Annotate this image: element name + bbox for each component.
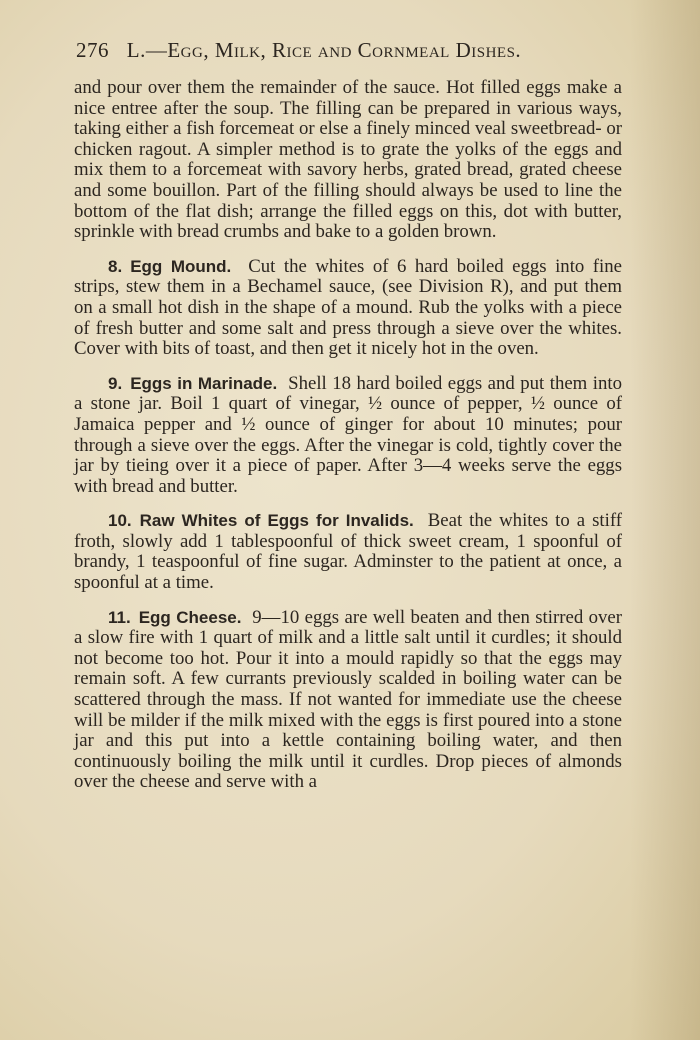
paragraph-continuation [74, 78, 622, 243]
running-title: L.—Egg, Milk, Rice and Cornmeal Dishes. [126, 38, 522, 62]
recipe-title: Egg Cheese. [138, 607, 242, 627]
recipe-text: Beat the whites to a stiff froth, slowly add 1 tablespoonful of thick sweet cream, 1 spoonful of brandy, 1 teaspoonful of fine sugar. Adminster to the patient at once, a spoonful at a time. [74, 510, 622, 594]
recipe-number: 9. [108, 373, 123, 393]
recipe-text: Shell 18 hard boiled eggs and put them into a stone jar. Boil 1 quart of vinegar, ½ ounce of pepper, ½ ounce of Jamaica pepper and ½ ounce of ginger for about 10 minutes; pour through a sieve over the eggs. After the vinegar is cold, tightly cover the jar by tieing over it a piece of paper. After 3—4 weeks serve the eggs with bread and butter. [74, 372, 622, 497]
recipe-number: 8. [108, 256, 123, 276]
running-header [76, 38, 616, 68]
recipe-entry-10 [74, 511, 622, 593]
page-edge-shadow [630, 0, 700, 1040]
recipe-title: Eggs in Marinade. [130, 373, 278, 393]
recipe-entry-11 [74, 608, 622, 793]
recipe-text: 9—10 eggs are well beaten and then stirred over a slow fire with 1 quart of milk and a little salt until it curdles; it should not become too hot. Pour it into a mould rapidly so that the eggs may remain soft. A few currants previously scalded in boiling water can be scattered through the mass. If not wanted for immediate use the cheese will be milder if the milk mixed with the eggs is first poured into a stone jar and this put into a kettle containing boiling water, and then continuously boiling the milk until it curdles. Drop pieces of almonds over the cheese and serve with a [74, 606, 623, 793]
paragraph-text: and pour over them the remainder of the sauce. Hot filled eggs make a nice entree after the soup. The filling can be prepared in various ways, taking either a fish forcemeat or else a finely minced veal sweetbread- or chicken ragout. A simpler method is to grate the yolks of the eggs and mix them to a forcemeat with savory herbs, grated bread, grated cheese and some bouillon. Part of the filling should always be used to line the bottom of the flat dish; arrange the filled eggs on this, dot with butter, sprinkle with bread crumbs and bake to a golden brown. [74, 77, 622, 243]
page-number: 276 [76, 38, 109, 62]
recipe-entry-8 [74, 257, 622, 360]
recipe-text: Cut the whites of 6 hard boiled eggs into fine strips, stew them in a Bechamel sauce, (see Division R), and put them on a small hot dish in the shape of a mound. Rub the yolks with a piece of fresh butter and some salt and press through a sieve over the whites. Cover with bits of toast, and then get it nicely hot in the oven. [74, 255, 623, 360]
recipe-number: 10. [108, 511, 132, 531]
recipe-number: 11. [108, 607, 131, 627]
recipe-title: Egg Mound. [130, 256, 232, 276]
recipe-title: Raw Whites of Eggs for Invalids. [139, 511, 414, 531]
page-body [74, 78, 622, 807]
recipe-entry-9 [74, 374, 622, 498]
